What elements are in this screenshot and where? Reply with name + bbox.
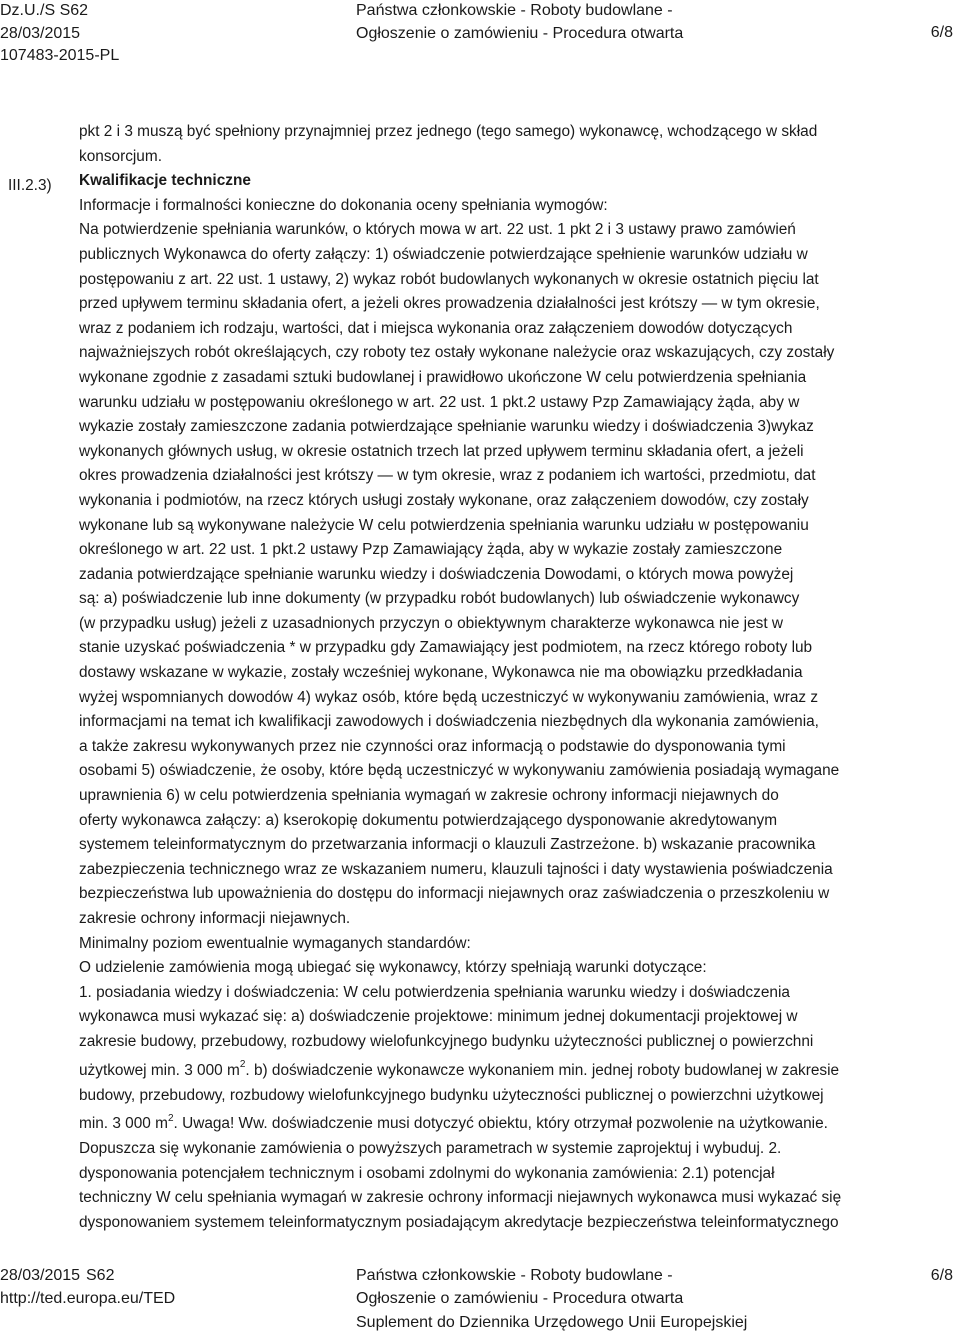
text-line: konsorcjum. xyxy=(79,147,162,165)
text-line: Na potwierdzenie spełniania warunków, o których mowa w art. 22 ust. 1 pkt 2 i 3 ustawy prawo zamówień xyxy=(79,221,796,239)
journal-ref: Dz.U./S S62 xyxy=(0,2,89,19)
text-line: systemem teleinformatycznym do przetwarzania informacji o klauzuli Zastrzeżone. b) wskazanie pracownika xyxy=(79,836,816,854)
text-line: stanie uzyskać poświadczenia * w przypadku gdy Zamawiający jest podmiotem, na rzecz którego roboty lub xyxy=(79,639,813,657)
text-line-superscript: użytkowej min. 3 000 $m^2$. b) doświadczenie wykonawcze wykonaniem min. jednej roboty budowlanej w zakresie xyxy=(79,1059,840,1079)
text-line: wraz z podaniem ich rodzaju, wartości, dat i miejsca wykonania oraz załączeniem dowodów dotyczących xyxy=(79,319,793,337)
text-line: postępowaniu z art. 22 ust. 1 ustawy, 2) wykaz robót budowlanych wykonanych w okresie ostatnich pięciu lat xyxy=(79,270,819,288)
text-line: uprawnienia 6) w celu potwierdzenia spełniania wymagań w zakresie ochrony informacji niejawnych do xyxy=(79,787,779,805)
text-line: warunku udziału w postępowaniu określonego w art. 22 ust. 1 pkt.2 ustawy Pzp Zamawiający żąda, aby w xyxy=(79,393,800,411)
paragraph-block xyxy=(79,194,959,1055)
text-line: (w przypadku usług) jeżeli z uzasadnionych przyczyn o obiektywnym charakterze wykonawca nie jest w xyxy=(79,614,784,632)
text-line: publicznych Wykonawca do oferty załączy: 1) oświadczenie potwierdzające spełnienie warunków udziału w xyxy=(79,245,808,263)
header-category: Państwa członkowskie - Roboty budowlane - xyxy=(356,2,673,19)
text-line: wyżej wspomnianych dowodów 4) wykaz osób, które będą uczestniczyć w wykonywaniu zamówienia, wraz z xyxy=(79,688,819,706)
section-number: III.2.3) xyxy=(8,177,52,194)
footer-center xyxy=(356,1264,747,1334)
text-line: dostawy wskazane w wykazie, zostały wcześniej wykonane, Wykonawca nie ma obowiązku przedkładania xyxy=(79,664,803,682)
text-line: bezpieczeństwa lub upoważnienia do dostępu do informacji niejawnych oraz zaświadczenia o przeszkoleniu w xyxy=(79,885,830,903)
text-line: wykonane zgodnie z zasadami sztuki budowlanej i prawidłowo ukończone W celu potwierdzenia spełniania xyxy=(79,368,807,386)
text-line: wykonanych głównych usług, w okresie ostatnich trzech lat przed upływem terminu składania ofert, a jeżeli xyxy=(79,442,804,460)
footer-page-number: 6/8 xyxy=(930,1267,953,1284)
footer-url[interactable]: http://ted.europa.eu/TED xyxy=(0,1290,176,1308)
paragraph-block xyxy=(79,1137,959,1235)
text-line: informacjami na temat ich kwalifikacji zawodowych i doświadczenia niezbędnych dla wykonania zamówienia, xyxy=(79,713,819,731)
text-line: osobami 5) oświadczenie, że osoby, które będą uczestniczyć w wykonywaniu zamówienia posiadają wymagane xyxy=(79,762,840,780)
text-line: pkt 2 i 3 muszą być spełniony przynajmniej przez jednego (tego samego) wykonawcę, wchodzącego w skład xyxy=(79,123,818,140)
text-line: są: a) poświadczenie lub inne dokumenty (w przypadku robót budowlanych) lub oświadczenie wykonawcy xyxy=(79,590,800,608)
text-line: najważniejszych robót określających, czy roboty tez ostały wykonane należycie oraz wskazujących, czy zostały xyxy=(79,344,835,362)
footer-left xyxy=(0,1264,175,1311)
header-left xyxy=(0,0,119,68)
text-line: zadania potwierdzające spełnianie warunku wiedzy i doświadczenia Dowodami, o których mowa powyżej xyxy=(79,565,794,583)
footer-date: 28/03/2015 xyxy=(0,1267,81,1284)
footer-procedure: Ogłoszenie o zamówieniu - Procedura otwarta xyxy=(356,1290,684,1308)
text-line: oferty wykonawca załączy: a) kserokopię dokumentu potwierdzającego dysponowanie akredytowanym xyxy=(79,811,778,829)
text-line: okres prowadzenia działalności jest krótszy — w tym okresie, wraz z podaniem ich wartości, przedmiotu, dat xyxy=(79,467,816,485)
page-header xyxy=(0,0,960,70)
text-line: zakresie ochrony informacji niejawnych. xyxy=(79,910,351,927)
text-line: określonego w art. 22 ust. 1 pkt.2 ustawy Pzp Zamawiający żąda, aby w wykazie zostały zamieszczone xyxy=(79,541,783,559)
section-title: Kwalifikacje techniczne xyxy=(79,172,251,190)
header-page-number: 6/8 xyxy=(930,24,953,41)
text-line: dysponowaniem systemem teleinformatycznym posiadającym akredytacje bezpieczeństwa teleinformatycznego xyxy=(79,1213,839,1231)
text-line: wykonane lub są wykonywane należycie W celu potwierdzenia spełniania warunku udziału w postępowaniu xyxy=(79,516,809,534)
superscript: 2 xyxy=(239,1059,246,1071)
text-line: zakresie budowy, przebudowy, rozbudowy wielofunkcyjnego budynku użyteczności publicznej o powierzchni xyxy=(79,1032,814,1050)
superscript: 2 xyxy=(167,1113,174,1125)
text-line: Dopuszcza się wykonanie zamówienia o powyższych parametrach w systemie zaprojektuj i wybuduj. 2. xyxy=(79,1140,782,1158)
text-line: dysponowania potencjałem technicznym i osobami zdolnymi do wykonania zamówienia: 2.1) potencjał xyxy=(79,1164,775,1182)
footer-supplement: Suplement do Dziennika Urzędowego Unii Europejskiej xyxy=(356,1313,748,1331)
text-line: O udzielenie zamówienia mogą ubiegać się wykonawcy, którzy spełniają warunki dotyczące: xyxy=(79,959,707,977)
footer-code: S62 xyxy=(86,1267,115,1284)
text-line: a także zakresu wykonywanych przez nie czynności oraz informacją o podstawie do dysponowania tymi xyxy=(79,737,786,755)
text-line: zabezpieczenia technicznego wraz ze wskazaniem numeru, klauzuli tajności i daty wystawienia poświadczenia xyxy=(79,860,833,878)
text-line: wykonawca musi wykazać się: a) doświadczenie projektowe: minimum jednej dokumentacji projektowej w xyxy=(79,1008,798,1026)
footer-category: Państwa członkowskie - Roboty budowlane - xyxy=(356,1267,673,1284)
text-line: budowy, przebudowy, rozbudowy wielofunkcyjnego budynku użyteczności publicznej o powierzchni użytkowej xyxy=(79,1086,824,1104)
text-line: techniczny W celu spełniania wymagań w zakresie ochrony informacji niejawnych wykonawca musi wykazać się xyxy=(79,1189,842,1207)
header-center xyxy=(356,0,683,45)
notice-number: 107483-2015-PL xyxy=(0,47,120,64)
text-line: przed upływem terminu składania ofert, a jeżeli okres prowadzenia działalności jest krótszy — w tym okresie, xyxy=(79,295,820,313)
text-line: wykazie zostały zamieszczone zadania potwierdzające spełnianie warunku wiedzy i doświadczenia 3)wykaz xyxy=(79,418,814,436)
page-footer xyxy=(0,1264,960,1334)
document-body xyxy=(79,120,959,1236)
text-line: 1. posiadania wiedzy i doświadczenia: W celu potwierdzenia spełniania warunku wiedzy i doświadczenia xyxy=(79,983,790,1001)
header-date: 28/03/2015 xyxy=(0,24,81,42)
text-line: Informacje i formalności konieczne do dokonania oceny spełniania wymogów: xyxy=(79,196,608,214)
text-line: wykonania i podmiotów, na rzecz których usługi zostały wykonane, oraz załączeniem dowodów, czy zostały xyxy=(79,491,809,509)
header-procedure: Ogłoszenie o zamówieniu - Procedura otwarta xyxy=(356,24,684,42)
text-line-superscript: min. 3 000 $m^2$. Uwaga! Ww. doświadczenie musi dotyczyć obiektu, który otrzymał pozwolenie na użytkowanie. xyxy=(79,1113,828,1133)
text-line: Minimalny poziom ewentualnie wymaganych standardów: xyxy=(79,934,471,952)
